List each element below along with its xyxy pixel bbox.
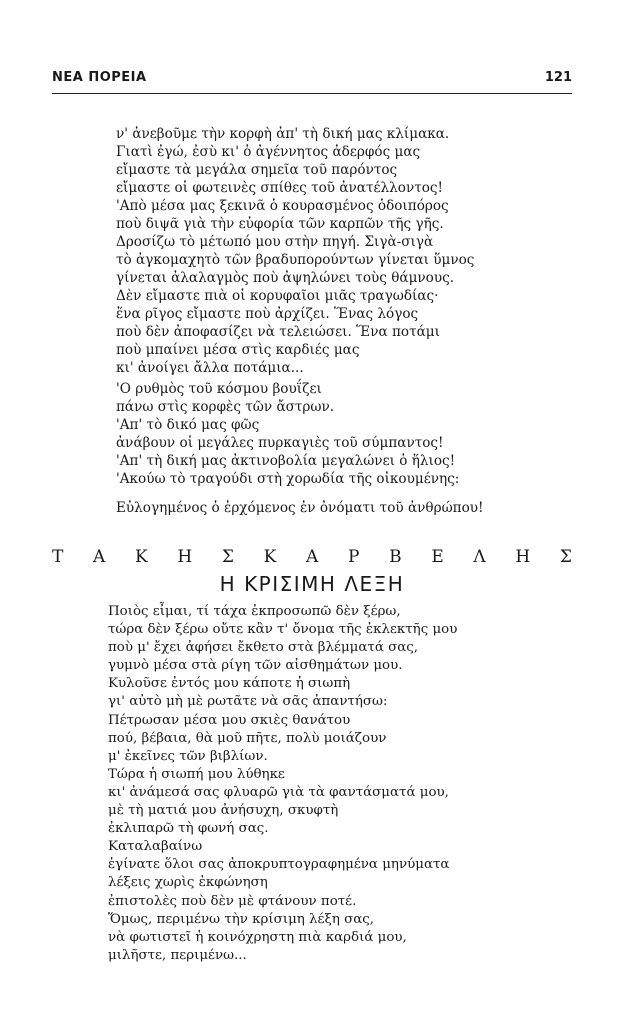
- poem-1-closing-line: Εὐλογημένος ὁ ἐρχόμενος ἐν ὀνόματι τοῦ ἀνθρώπου!: [116, 500, 484, 516]
- author-letter: Κ: [135, 547, 148, 567]
- author-letter: Ε: [431, 547, 444, 567]
- verse-line: 'Απ' τὸ δικό μας φῶς: [116, 417, 260, 433]
- verse-line: ποὺ μπαίνει μέσα στὶς καρδιές μας: [116, 342, 360, 358]
- poem-2-title: Η ΚΡΙΣΙΜΗ ΛΕΞΗ: [219, 572, 405, 596]
- author-letter: Κ: [263, 547, 277, 567]
- verse-line: πάνω στὶς κορφὲς τῶν ἄστρων.: [116, 399, 335, 415]
- verse-line: Καταλαβαίνω: [108, 839, 203, 855]
- verse-line: 'Ο ρυθμὸς τοῦ κόσμου βουΐζει: [116, 381, 322, 397]
- verse-line: μ' ἐκεῖνες τῶν βιβλίων.: [108, 748, 268, 764]
- verse-line: γι' αὐτὸ μὴ μὲ ρωτᾶτε νὰ σᾶς ἀπαντήσω:: [108, 694, 388, 710]
- verse-line: γίνεται ἀλαλαγμὸς ποὺ ἀψηλώνει τοὺς θάμνους.: [116, 270, 455, 286]
- verse-line: Δροσίζω τὸ μέτωπό μου στὴν πηγή. Σιγὰ-σιγὰ: [116, 234, 434, 250]
- author-letter: Α: [306, 547, 319, 567]
- verse-line: μιλῆστε, περιμένω...: [108, 947, 247, 963]
- verse-line: ποὺ μ' ἔχει ἀφήσει ἔκθετο στὰ βλέμματά σας,: [108, 640, 419, 656]
- verse-line: κι' ἀνοίγει ἄλλα ποτάμια...: [116, 360, 304, 376]
- verse-line: Κυλοῦσε ἐντός μου κάποτε ἡ σιωπὴ: [108, 676, 351, 692]
- verse-line: ἀνάβουν οἱ μεγάλες πυρκαγιὲς τοῦ σύμπαντος!: [116, 435, 444, 451]
- poem-1-stanza-2: [116, 380, 459, 488]
- verse-line: μὲ τὴ ματιά μου ἀνήσυχη, σκυφτὴ: [108, 803, 339, 819]
- verse-line: ἐκλιπαρῶ τὴ φωνή σας.: [108, 821, 269, 837]
- verse-line: ἐγίνατε ὅλοι σας ἀποκρυπτογραφημένα μηνύματα: [108, 857, 450, 873]
- poem-2-body: [108, 603, 457, 965]
- verse-line: λέξεις χωρὶς ἐκφώνηση: [108, 875, 268, 891]
- verse-line: γυμνὸ μέσα στὰ ρίγη τῶν αἰσθημάτων μου.: [108, 658, 403, 674]
- verse-line: 'Ακούω τὸ τραγούδι στὴ χορωδία τῆς οἰκουμένης:: [116, 471, 460, 487]
- verse-line: ποὺ διψᾶ γιὰ τὴν εὐφορία τῶν καρπῶν τῆς γῆς.: [116, 216, 444, 232]
- page-number: 121: [544, 70, 572, 85]
- verse-line: Ὅμως, περιμένω τὴν κρίσιμη λέξη σας,: [108, 911, 375, 927]
- verse-line: Ποιὸς εἶμαι, τί τάχα ἐκπροσωπῶ δὲν ξέρω,: [108, 604, 401, 619]
- verse-line: 'Απὸ μέσα μας ξεκινᾶ ὁ κουρασμένος ὁδοιπόρος: [116, 198, 449, 214]
- author-letter: Σ: [221, 547, 234, 567]
- running-header: [52, 70, 572, 90]
- author-letter: Η: [177, 547, 193, 567]
- verse-line: ν' ἀνεβοῦμε τὴν κορφὴ ἀπ' τὴ δική μας κλίμακα.: [116, 126, 450, 142]
- verse-line: κι' ἀνάμεσά σας φλυαρῶ γιὰ τὰ φαντάσματά μου,: [108, 784, 449, 800]
- verse-line: Τώρα ἡ σιωπή μου λύθηκε: [108, 766, 285, 782]
- header-rule: [52, 93, 572, 94]
- author-letter: Α: [93, 547, 106, 567]
- poem-1-stanza-1: [116, 125, 474, 377]
- verse-line: Δὲν εἴμαστε πιὰ οἱ κορυφαῖοι μιᾶς τραγωδίας·: [116, 288, 439, 304]
- poem-2-author: [52, 545, 572, 569]
- verse-line: ἐπιστολὲς ποὺ δὲν μὲ φτάνουν ποτέ.: [108, 893, 357, 909]
- author-letter: Η: [515, 547, 531, 567]
- verse-line: πού, βέβαια, θὰ μοῦ πῆτε, πολὺ μοιάζουν: [108, 730, 387, 746]
- author-letter: Ρ: [347, 547, 360, 567]
- verse-line: Πέτρωσαν μέσα μου σκιὲς θανάτου: [108, 712, 351, 728]
- journal-name: ΝΕΑ ΠΟΡΕΙΑ: [52, 70, 147, 85]
- verse-line: ποὺ δὲν ἀποφασίζει νὰ τελειώσει. Ἕνα ποτάμι: [116, 324, 440, 340]
- verse-line: εἴμαστε οἱ φωτεινὲς σπίθες τοῦ ἀνατέλλοντος!: [116, 180, 444, 196]
- verse-line: τώρα δὲν ξέρω οὔτε κἂν τ' ὄνομα τῆς ἐκλεκτῆς μου: [108, 622, 458, 638]
- verse-line: ἕνα ρῖγος εἴμαστε ποὺ ἀρχίζει. Ἕνας λόγος: [116, 306, 419, 322]
- author-letter: Τ: [52, 547, 64, 567]
- verse-line: τὸ ἀγκομαχητὸ τῶν βραδυπορούντων γίνεται ὕμνος: [116, 252, 475, 268]
- verse-line: Γιατὶ ἐγώ, ἐσὺ κι' ὁ ἀγέννητος ἀδερφός μας: [116, 144, 421, 160]
- author-letter: Λ: [473, 547, 486, 567]
- verse-line: 'Απ' τὴ δική μας ἀκτινοβολία μεγαλώνει ὁ ἥλιος!: [116, 453, 456, 469]
- author-letter: Σ: [559, 547, 572, 567]
- verse-line: νὰ φωτιστεῖ ἡ κοινόχρηστη πιὰ καρδιά μου,: [108, 929, 407, 945]
- author-letter: Β: [389, 547, 402, 567]
- verse-line: εἴμαστε τὰ μεγάλα σημεῖα τοῦ παρόντος: [116, 162, 398, 178]
